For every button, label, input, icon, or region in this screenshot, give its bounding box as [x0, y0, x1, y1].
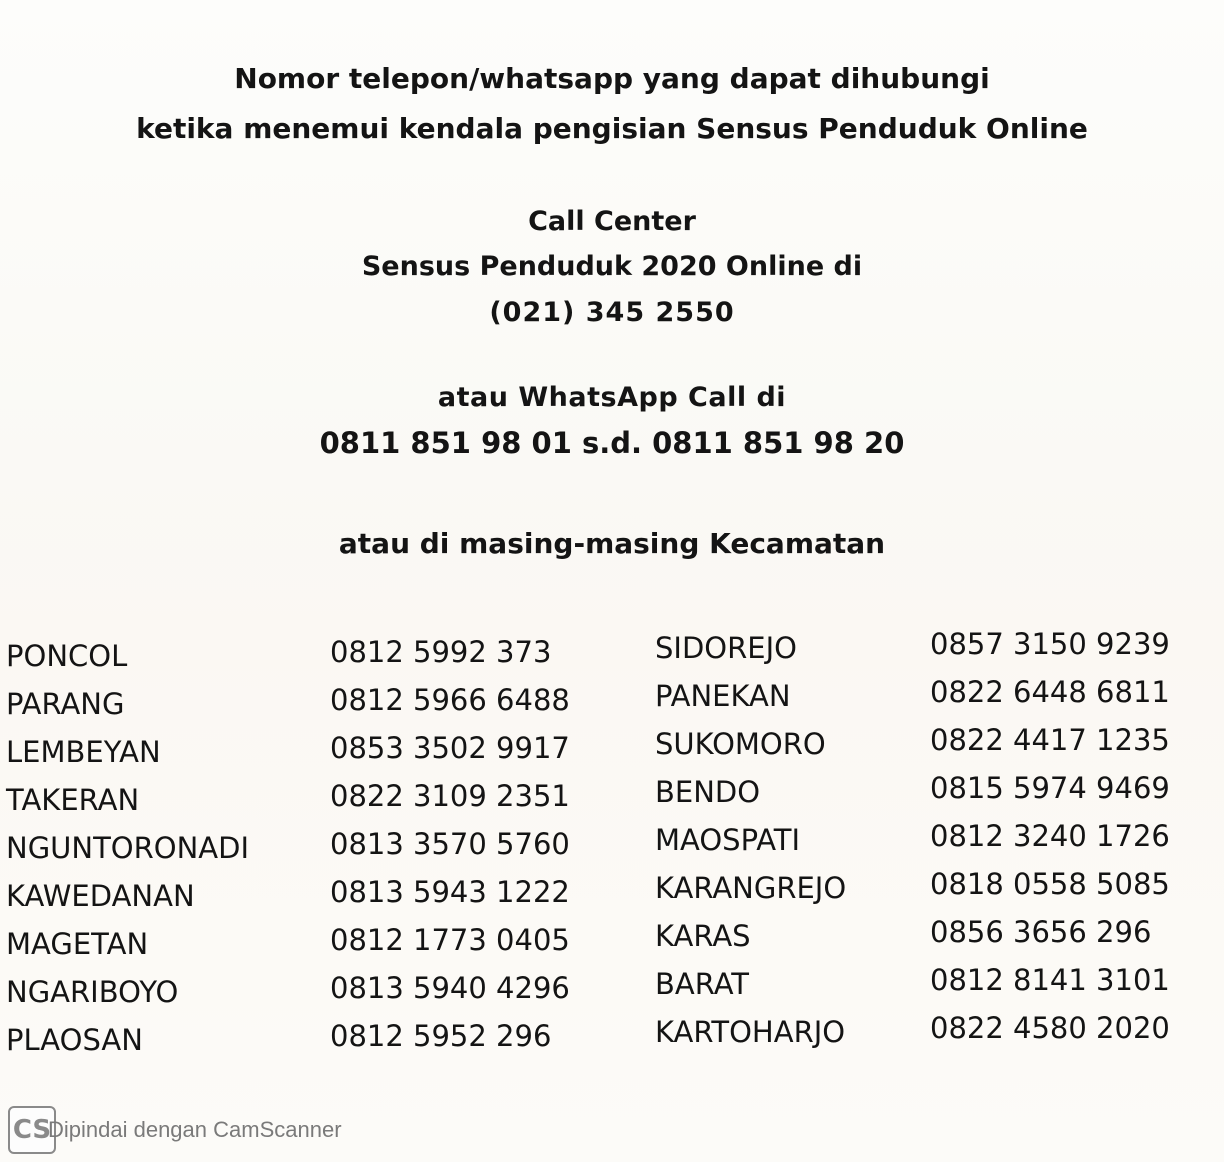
district-phone: 0853 3502 9917	[330, 731, 570, 765]
district-phone: 0812 3240 1726	[930, 819, 1170, 853]
district-phone: 0812 8141 3101	[930, 963, 1170, 997]
left-district-phones	[330, 628, 570, 1060]
call-center-subtitle: Sensus Penduduk 2020 Online di	[361, 251, 863, 282]
watermark-text: Dipindai dengan CamScanner	[48, 1117, 342, 1142]
district-name: PANEKAN	[655, 679, 791, 713]
district-name: SUKOMORO	[655, 727, 826, 761]
district-phone: 0822 4417 1235	[930, 723, 1170, 757]
district-phone: 0822 6448 6811	[930, 675, 1170, 709]
district-phone: 0812 5966 6488	[330, 683, 570, 717]
district-name: TAKERAN	[6, 783, 140, 817]
district-phone: 0813 5943 1222	[330, 875, 570, 909]
district-name: KARANGREJO	[655, 871, 847, 905]
district-phone: 0822 3109 2351	[330, 779, 570, 813]
camscanner-watermark	[8, 1106, 342, 1154]
district-phone: 0812 1773 0405	[330, 923, 570, 957]
left-district-names	[6, 632, 249, 1064]
district-name: NGUNTORONADI	[6, 831, 250, 865]
header-line-2: ketika menemui kendala pengisian Sensus Penduduk Online	[136, 112, 1088, 145]
district-name: PONCOL	[6, 639, 128, 673]
district-name: KARAS	[655, 919, 751, 953]
district-phone: 0812 5992 373	[330, 635, 552, 669]
district-phone: 0813 3570 5760	[330, 827, 570, 861]
district-name: MAOSPATI	[655, 823, 801, 857]
kecamatan-label: atau di masing-masing Kecamatan	[338, 527, 886, 560]
camscanner-logo-icon: CS	[8, 1106, 56, 1154]
district-name: BENDO	[655, 775, 761, 809]
district-name: LEMBEYAN	[6, 735, 161, 769]
district-name: PARANG	[6, 687, 125, 721]
whatsapp-range: 0811 851 98 01 s.d. 0811 851 98 20	[319, 426, 905, 460]
call-center-title: Call Center	[528, 206, 696, 237]
district-phone: 0822 4580 2020	[930, 1011, 1170, 1045]
district-name: KARTOHARJO	[655, 1015, 846, 1049]
district-name: KAWEDANAN	[6, 879, 195, 913]
district-name: MAGETAN	[6, 927, 149, 961]
district-phone: 0815 5974 9469	[930, 771, 1170, 805]
whatsapp-label: atau WhatsApp Call di	[437, 382, 787, 413]
district-phone: 0813 5940 4296	[330, 971, 570, 1005]
district-name: BARAT	[655, 967, 750, 1001]
district-phone: 0857 3150 9239	[930, 627, 1170, 661]
district-phone: 0812 5952 296	[330, 1019, 552, 1053]
call-center-phone: (021) 345 2550	[489, 297, 735, 328]
district-phone: 0856 3656 296	[930, 915, 1152, 949]
right-district-phones	[930, 620, 1170, 1052]
right-district-names	[655, 624, 846, 1056]
district-name: NGARIBOYO	[6, 975, 179, 1009]
district-phone: 0818 0558 5085	[930, 867, 1170, 901]
district-name: PLAOSAN	[6, 1023, 143, 1057]
district-name: SIDOREJO	[655, 631, 797, 665]
header-line-1: Nomor telepon/whatsapp yang dapat dihubungi	[234, 62, 990, 95]
